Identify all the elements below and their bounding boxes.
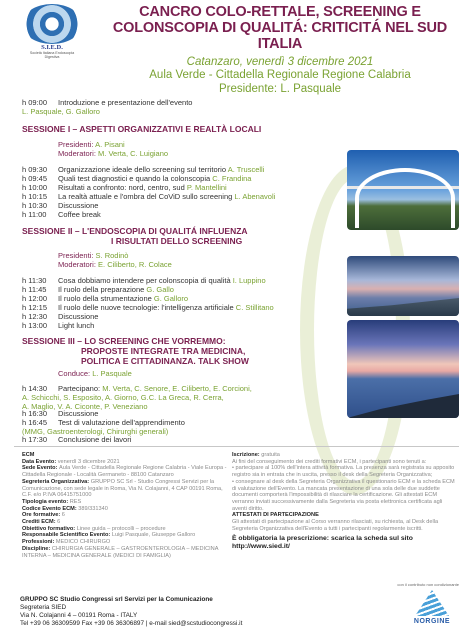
session-1-item: h 10:30 Discussione <box>22 201 99 210</box>
footer-secretariat: Segreteria SIED <box>20 604 67 611</box>
ecm-line: Sede Evento: Aula Verde - Cittadella Regionale Regione Calabria - Viale Europa - Cittadella Regionale - Località Germaneto - 88100 Catanzaro <box>22 465 227 479</box>
attestati-heading: ATTESTATI DI PARTECIPAZIONE <box>232 512 319 519</box>
session-2-moderators: Moderatori: E. Ciliberto, R. Colace <box>58 260 172 269</box>
logo-abbr: S.I.E.D. <box>41 44 63 51</box>
session-3-conduce: Conduce: L. Pasquale <box>58 369 132 378</box>
session-3-title: SESSIONE III – LO SCREENING CHE VORREMMO: PROPOSTE INTEGRATE TRA MEDICINA, POLITICA E CITTADINANZA. TALK SHOW <box>22 336 249 366</box>
event-title: CANCRO COLO-RETTALE, SCREENING E COLONSCOPIA DI QUALITÁ: CRITICITÁ NEL SUD ITALIA <box>112 4 448 52</box>
talk-speakers: A. Maglio, V. A. Ciconte, P. Veneziano <box>22 402 148 411</box>
ecm-line: Segreteria Organizzativa: GRUPPO SC Srl - Studio Congressi Servizi per la Comunicazione, con sede legale in Roma, Via N. Colajanni, 4 CAP 00191 Roma, C.F. e/o P.IVA 06415751000 <box>22 478 223 499</box>
norgine-logo <box>407 590 457 630</box>
event-president: Presidente: L. Pasquale <box>218 83 342 95</box>
test-sub: (MMG, Gastroenterologi, Chirurghi generali) <box>22 427 169 436</box>
ecm-line: Data Evento: venerdì 3 dicembre 2021 <box>22 458 120 465</box>
session-2-title: SESSIONE II – L'ENDOSCOPIA DI QUALITÁ INFLUENZA I RISULTATI DELLO SCREENING <box>22 226 248 246</box>
registration-info <box>232 452 457 551</box>
session-2-item: h 13:00 Light lunch <box>22 321 95 330</box>
ecm-line: Codice Evento ECM: 389/331340 <box>22 505 108 512</box>
talk-row: h 14:30 Partecipano: M. Verta, C. Senore, E. Ciliberto, E. Corcioni, <box>22 384 252 393</box>
sponsor-note-wrap <box>339 582 459 587</box>
ecm-line: ECM <box>22 452 35 458</box>
footer-contacts <box>20 596 260 628</box>
talk-speakers: A. Schicchi, S. Esposito, A. Giorno, G.C. La Greca, R. Cerra, <box>22 393 224 402</box>
session-2-presidents: Presidenti: S. Rodinò <box>58 251 129 260</box>
footer-org: GRUPPO SC Studio Congressi srl Servizi per la Comunicazione <box>20 596 213 603</box>
ecm-line: Obiettivo formativo: Linee guida – protocolli – procedure <box>22 525 166 532</box>
sied-logo-mark <box>22 4 82 44</box>
ecm-line: Professioni: MEDICO CHIRURGO <box>22 539 111 546</box>
session-1-item: h 10:15 La realtà attuale e l'ombra del CoViD sullo screening L. Abenavoli <box>22 192 276 201</box>
session-1-item: h 11:00 Coffee break <box>22 210 101 219</box>
registration-line: Iscrizione: gratuita <box>232 452 280 458</box>
registration-link[interactable]: È obbligatoria la prescrizione: scarica la scheda sul sito http://www.sied.it/ <box>232 535 413 551</box>
intro-speakers: L. Pasquale, G. Galloro <box>22 107 100 116</box>
registration-text: • consegnare al desk della Segreteria Organizzativa il questionario ECM e la scheda ECM di valutazione dell'Evento. La mancata presentazione di una sola delle due suddette documenti comporterà l'impossibilità di rilasciare la certificazione. Gli attestati ECM verranno inviati successivamente dalla Segreteria via posta elettronica certificata agli aventi diritto. <box>232 478 455 512</box>
logo-subtitle: Società Italiana Endoscopia Digestiva <box>29 51 75 59</box>
closing-row: h 17:30 Conclusione dei lavori <box>22 435 132 444</box>
sponsor-note: con il contributo non condizionante <box>397 582 459 587</box>
ecm-line: Crediti ECM: 6 <box>22 519 61 526</box>
session-2-item: h 11:30 Cosa dobbiamo intendere per colonscopia di qualità I. Luppino <box>22 276 266 285</box>
ecm-line: Responsabile Scientifico Evento: Luigi Pasquale, Giuseppe Galloro <box>22 532 196 539</box>
session-1-title: SESSIONE I – ASPETTI ORGANIZZATIVI E REALTÀ LOCALI <box>22 124 262 134</box>
session-2-item: h 11:45 Il ruolo della preparazione G. Gallo <box>22 285 174 294</box>
session-2-item: h 12:15 Il ruolo delle nuove tecnologie: l'intelligenza artificiale C. Stillitano <box>22 303 274 312</box>
ecm-line: Discipline: CHIRURGIA GENERALE – GASTROENTEROLOGIA – MEDICINA INTERNA – MEDICINA GENERALE (MEDICI DI FAMIGLIA) <box>22 545 219 559</box>
session-1-item: h 09:45 Quali test diagnostici e quando la colonscopia C. Frandina <box>22 174 252 183</box>
session-1-item: h 10:00 Risultati a confronto: nord, centro, sud P. Mantellini <box>22 183 227 192</box>
registration-text: Ai fini del conseguimento dei crediti formativi ECM, i partecipanti sono tenuti a: <box>232 458 427 465</box>
sponsor-name: NORGINE <box>413 618 451 625</box>
coast-photo <box>347 256 459 316</box>
ecm-info <box>22 452 227 559</box>
session-1-moderators: Moderatori: M. Verta, C. Luigiano <box>58 149 169 158</box>
ecm-line: Ore formative: 6 <box>22 512 65 519</box>
bridge-photo <box>347 150 459 230</box>
session-1-item: h 09:30 Organizzazione ideale dello screening sul territorio A. Truscelli <box>22 165 265 174</box>
ecm-line: Tipologia evento: RES <box>22 498 82 505</box>
test-row: h 16:45 Test di valutazione dell'apprendimento <box>22 418 185 427</box>
divider <box>14 446 459 447</box>
session-2-item: h 12:30 Discussione <box>22 312 99 321</box>
footer-address: Via N. Colajanni 4 – 00191 Roma - ITALY <box>20 612 138 619</box>
intro-row: h 09:00 Introduzione e presentazione dell'evento <box>22 98 193 107</box>
session-2-item: h 12:00 Il ruolo della strumentazione G. Galloro <box>22 294 189 303</box>
attestati-text: Gli attestati di partecipazione al Corso verranno rilasciati, su richiesta, al Desk della Segreteria Organizzativa dell'Evento a tutti i partecipanti regolarmente iscritti. <box>232 519 439 532</box>
event-date: Catanzaro, venerdì 3 dicembre 2021 <box>186 56 374 68</box>
footer-contact-line[interactable]: Tel +39 06 36309599 Fax +39 06 36306897 | e-mail sied@scstudiocongressi.it <box>20 620 243 627</box>
event-place: Aula Verde - Cittadella Regionale Regione Calabria <box>149 69 411 81</box>
registration-text: • partecipare al 100% dell'intera attività formativa. La presenza sarà registrata su apposito registro sia in entrata che in uscita, presso il desk della Segreteria Organizzativa; <box>232 465 455 479</box>
session-1-presidents: Presidenti: A. Pisani <box>58 140 125 149</box>
sied-logo <box>12 4 92 62</box>
discussion-row: h 16:30 Discussione <box>22 409 99 418</box>
sail-icon <box>415 590 449 616</box>
